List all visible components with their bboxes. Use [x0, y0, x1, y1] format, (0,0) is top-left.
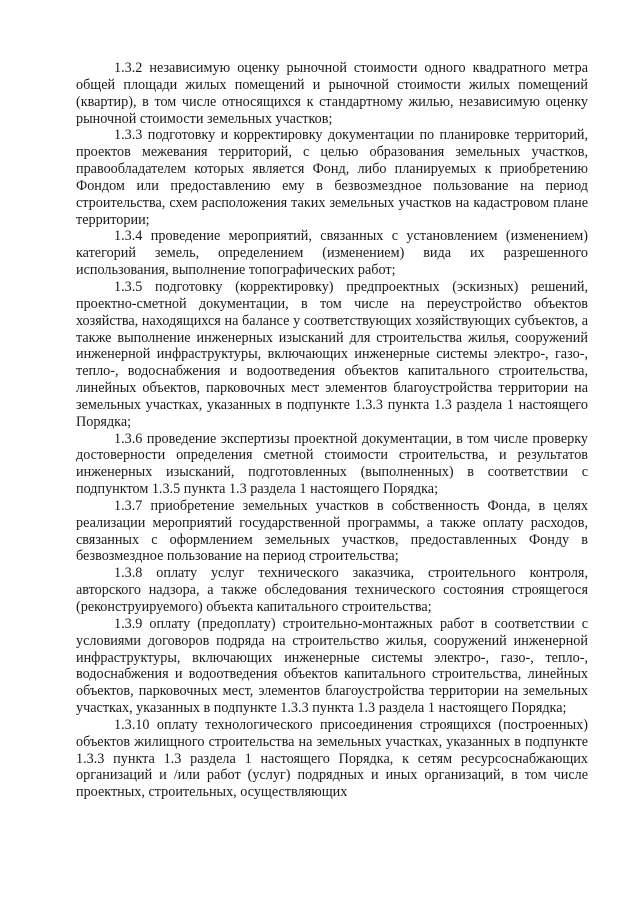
paragraph-1-3-3: 1.3.3 подготовку и корректировку документации по планировке территорий, проектов межевания территорий, с целью образования земельных участков, правообладателем которых является Фонд, либо планируемых к приобретению Фондом или предоставлению ему в безвозмездное пользование на период строительства, схем расположения таких земельных участков на кадастровом плане территории; [76, 127, 588, 228]
paragraph-1-3-4: 1.3.4 проведение мероприятий, связанных с установлением (изменением) категорий земель, определением (изменением) вида их разрешенного использования, выполнение топографических работ; [76, 228, 588, 279]
paragraph-1-3-7: 1.3.7 приобретение земельных участков в собственность Фонда, в целях реализации мероприятий государственной программы, а также оплату расходов, связанных с оформлением земельных участков, предоставленных Фонду в безвозмездное пользование на период строительства; [76, 497, 588, 565]
paragraph-1-3-8: 1.3.8 оплату услуг технического заказчика, строительного контроля, авторского надзора, а также обследования технического состояния строящегося (реконструируемого) объекта капитального строительства; [76, 565, 588, 615]
paragraph-1-3-2: 1.3.2 независимую оценку рыночной стоимости одного квадратного метра общей площади жилых помещений и рыночной стоимости жилых помещений (квартир), в том числе относящихся к стандартному жилью, независимую оценку рыночной стоимости земельных участков; [76, 60, 588, 127]
paragraph-1-3-9: 1.3.9 оплату (предоплату) строительно-монтажных работ в соответствии с условиями договоров подряда на строительство жилья, сооружений инженерной инфраструктуры, включающих инженерные системы электро-, газо-, тепло-, водоснабжения и водоотведения объектов капитального строительства, линейных объектов, парковочных мест, элементов благоустройства территории на земельных участках, указанных в подпункте 1.3.3 пункта 1.3 раздела 1 настоящего Порядка; [76, 615, 588, 717]
paragraph-1-3-10: 1.3.10 оплату технологического присоединения строящихся (построенных) объектов жилищного строительства на земельных участках, указанных в подпункте 1.3.3 пункта 1.3 раздела 1 настоящего Порядка, к сетям ресурсоснабжающих организаций и /или работ (услуг) подрядных и иных организаций, в том числе проектных, строительных, осуществляющих [76, 716, 588, 801]
paragraph-1-3-6: 1.3.6 проведение экспертизы проектной документации, в том числе проверку достоверности определения сметной стоимости строительства, и результатов инженерных изысканий, подготовленных (выполненных) в соответствии с подпунктом 1.3.5 пункта 1.3 раздела 1 настоящего Порядка; [76, 430, 588, 498]
document-page [76, 60, 588, 801]
paragraph-1-3-5: 1.3.5 подготовку (корректировку) предпроектных (эскизных) решений, проектно-сметной документации, в том числе на переустройство объектов хозяйства, находящихся на балансе у соответствующих хозяйствующих субъектов, а также выполнение инженерных изысканий для строительства жилья, сооружений инженерной инфраструктуры, включающих инженерные системы электро-, газо-, тепло-, водоснабжения и водоотведения объектов капитального строительства, линейных объектов, парковочных мест элементов благоустройства территории на земельных участках, указанных в подпункте 1.3.3 пункта 1.3 раздела 1 настоящего Порядка; [76, 278, 588, 430]
